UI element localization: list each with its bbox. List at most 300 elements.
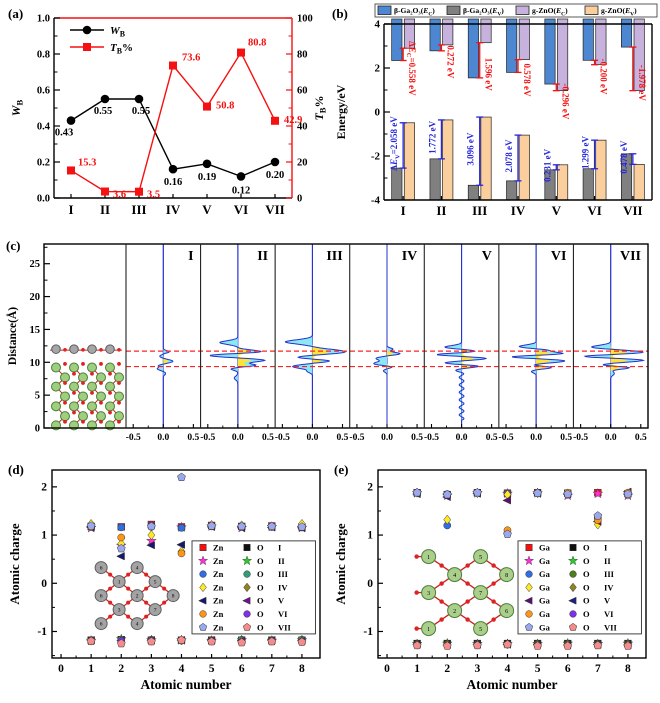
c-panel-label: I [188,249,194,264]
ev-annotation: 1.299 eV [580,135,591,169]
x-tick: 8 [299,663,305,675]
o-atom [81,348,85,352]
wb-point [169,165,178,174]
o-atom [90,411,94,415]
o-atom [491,563,495,567]
bar-zno-ev [519,135,529,200]
legend-group-label: VII [604,622,617,633]
legend-el-label: Ga [539,622,550,633]
tb-point [135,188,143,196]
wb-point [203,160,212,169]
a-y2-tick: 100 [297,13,313,25]
legend-group-label: VI [604,608,614,619]
b-x-tick: IV [510,203,526,218]
wb-point [237,172,246,181]
b-legend-label: $g-ZnO(E_V)$ [601,6,637,18]
a-y2-tick: 80 [297,49,308,61]
o-atom [81,362,85,366]
cdd-fill-inner [312,244,329,428]
ev-annotation: 0.231 eV [542,148,553,182]
bar-zno-ec [481,19,491,43]
legend-box [518,541,641,634]
zn-atom-number: 1 [117,579,121,586]
b-x-tick: VII [623,203,643,218]
ga-atom [88,363,97,372]
panel-d-chart [6,460,330,702]
o-atom [72,372,76,376]
ga-atom [61,373,70,382]
zn-atom-number: 6 [99,621,103,628]
c-y-tick: 10 [29,357,40,369]
ga-atom [61,412,70,421]
y-label: Atomic charge [7,523,22,605]
legend-group-label: II [278,555,285,566]
panel-a-chart [6,2,330,236]
ec-annotation: -0.200 eV [598,58,609,95]
legend-marker [570,611,577,618]
tb-value: 73.6 [182,52,201,64]
o-atom [99,381,103,385]
c-y-tick: 20 [29,292,40,304]
legend-el-label: Ga [539,569,550,580]
a-x-tick: IV [165,202,181,217]
ec-annotation: $\Delta E_C=0.558$ eV [404,41,418,96]
ga-atom-number: 7 [479,590,483,597]
o-atom [63,348,67,352]
wb-value: 0.55 [131,106,151,117]
tb-point [169,62,177,70]
cdd-fill-inner [238,244,252,428]
ev-annotation: $\Delta E_V=2.058$ eV [389,116,402,171]
legend-marker [570,571,577,578]
cdd-fill-inner [611,244,628,428]
legend-group-label: III [604,569,614,580]
b-x-tick: I [400,203,406,218]
legend-el-label: Ga [539,555,550,566]
legend-marker [244,544,250,550]
legend-el-label: O [583,595,590,606]
ga-atom [70,382,79,391]
c-x-tick: 0.0 [530,433,543,443]
c-x-tick: 0.5 [485,433,498,443]
x-tick: 8 [625,663,631,675]
o-atom [414,554,418,558]
legend-el-label: Zn [213,595,224,606]
wb-point [101,95,110,104]
legend-el-label: Zn [213,608,224,619]
o-atom [72,391,76,395]
o-atom [63,362,67,366]
c-panel-label: VII [619,249,641,264]
o-atom [144,587,148,591]
panel-b-tag: (b) [332,6,348,21]
cdd-curve [585,244,643,428]
x-tick: 4 [178,663,185,675]
ga-atom-number: 1 [427,626,431,633]
wb-value: 0.12 [231,185,251,197]
c-x-tick: -0.5 [498,433,514,443]
ga-atom [97,412,106,421]
y-tick: 1 [41,529,47,542]
legend-el-label: O [583,608,590,619]
cdd-fill [157,244,173,428]
legend-group-label: IV [604,582,614,593]
bar-ga2o3-ec [583,19,593,60]
legend-marker [200,544,206,550]
c-x-tick: 0.5 [261,433,274,443]
a-y2-label: TB% [312,95,328,121]
a-y-tick: 0.4 [36,121,50,133]
c-panel-label: IV [401,249,418,264]
o-atom [117,348,121,352]
bar-zno-ev [596,140,606,200]
legend-marker [200,571,207,578]
x-tick: 3 [474,663,481,675]
legend-el-label: O [583,622,590,633]
o-atom [81,381,85,385]
cdd-fill [513,244,565,428]
b-legend-label: $\beta-Ga_2O_3(E_V)$ [463,6,504,18]
o-atom [465,617,469,621]
o-atom [162,587,166,591]
o-atom [126,587,130,591]
zn-III-point [178,524,185,531]
cdd-fill-inner [163,244,168,428]
tb-point [271,117,279,125]
panel-a-tag: (a) [8,6,24,21]
x-tick: 6 [238,663,245,675]
panel-b-chart [332,2,658,236]
ga-atom-number: 2 [453,608,457,615]
zn-III-point [118,524,125,531]
zn-atom [106,345,115,354]
zn-atom-number: 7 [153,607,157,614]
y-tick: 0 [41,577,47,590]
a-x-tick: V [202,202,212,217]
o-atom [491,599,495,603]
ga2o3-sheet-inset [414,550,513,636]
b-y-tick: -2 [370,150,380,163]
ga-atom [70,363,79,372]
bar-zno-ev [481,117,491,200]
legend-el-label: O [257,595,264,606]
a-y2-tick: 60 [297,85,308,97]
o-atom [63,381,67,385]
a-y-tick: 0.6 [36,85,50,97]
x-tick: 7 [268,663,275,675]
ga-atom [115,412,124,421]
o-atom [126,615,130,619]
legend-el-label: Ga [539,608,550,619]
legend-marker [244,611,251,618]
ga-atom-number: 8 [505,572,509,579]
ec-annotation: -1.978 eV [636,64,647,101]
c-x-tick: 0.5 [336,433,349,443]
c-y-tick: 5 [34,390,40,402]
zn-atom-number: 6 [99,565,103,572]
o-atom [491,581,495,585]
x-tick: 1 [88,663,95,675]
y-tick: 0 [367,577,373,590]
a-y-label: WB [9,99,25,117]
cdd-curve [285,244,345,428]
wb-value: 0.55 [93,106,113,117]
a-x-tick: VII [265,202,285,217]
legend-marker [526,544,532,550]
ga-atom [79,412,88,421]
b-x-tick: II [436,203,447,218]
panel-d-tag: (d) [8,462,24,477]
legend-group-label: I [604,542,608,553]
c-panel-label: V [481,249,492,264]
wb-value: 0.20 [265,170,285,181]
legend-tb-label: $T_B\%$ [110,42,133,56]
cdd-fill [585,244,643,428]
panel-d [6,460,330,702]
b-y-tick: 4 [374,18,380,31]
ev-annotation: 1.772 eV [427,120,438,154]
o-atom [117,362,121,366]
b-legend-label: $\beta-Ga_2O_3(E_C)$ [394,6,435,18]
ga-atom [79,373,88,382]
tb-value: 3.6 [113,189,127,201]
o-atom [99,362,103,366]
legend-group-label: VI [278,608,288,619]
legend-el-label: O [583,555,590,566]
b-legend-swatch [585,6,598,15]
legend-marker [526,611,533,618]
wb-value: 0.43 [54,127,74,139]
legend-el-label: Ga [539,582,550,593]
panel-c-tag: (c) [6,238,21,253]
legend-box [192,541,315,634]
c-x-tick: 0.5 [187,433,200,443]
c-y-label: Distance(Å) [7,306,19,366]
y-tick: 1 [367,529,373,542]
panel-e-tag: (e) [334,462,349,477]
cdd-fill-inner [462,244,475,428]
ga-atom-number: 5 [479,554,483,561]
legend-marker [200,611,207,618]
ga-atom [97,373,106,382]
y-tick: -1 [363,625,373,638]
c-x-tick: 0.5 [634,433,647,443]
o-atom [439,599,443,603]
zn-atom [52,345,61,354]
c-x-tick: 0.0 [381,433,393,443]
o-atom [439,617,443,621]
o-atom [90,391,94,395]
ga-atom [52,402,61,411]
o-atom [465,581,469,585]
zn-VI-point [118,534,125,541]
o-atom [491,617,495,621]
bar-zno-ec [519,19,529,60]
legend-marker [244,571,251,578]
o-atom [144,615,148,619]
c-x-tick: -0.5 [274,433,290,443]
ga-atom-number: 3 [427,590,431,597]
b-x-tick: V [551,203,561,218]
o-atom [108,391,112,395]
x-tick: 6 [564,663,571,675]
ga-atom [79,392,88,401]
x-tick: 0 [384,663,390,675]
ga-atom [61,392,70,401]
legend-el-label: Ga [539,542,550,553]
zn-VI-point [178,550,185,557]
cdd-curve [513,244,565,428]
y-tick: 2 [41,481,47,494]
x-tick: 5 [208,663,215,675]
zn-atom-number: 4 [135,565,139,572]
c-x-tick: -0.5 [573,433,589,443]
cdd-fill [285,244,345,428]
cdd-fill-inner [536,244,550,428]
panel-b [332,2,658,236]
x-tick: 3 [148,663,155,675]
zn-atom-number: 5 [153,579,157,586]
legend-tb-marker [83,43,91,51]
cdd-fill-inner [387,244,394,428]
o-atom [81,420,85,424]
c-x-tick: -0.5 [125,433,141,443]
ec-annotation: -0.296 eV [560,83,571,120]
legend-wb-label: $W_B$ [110,25,126,39]
y-tick: -1 [37,625,47,638]
c-x-tick: 0.5 [560,433,573,443]
a-x-tick: I [68,202,74,217]
ec-annotation: 0.578 eV [522,63,532,97]
x-tick: 4 [504,663,511,675]
legend-group-label: IV [278,582,288,593]
bar-ga2o3-ec [507,19,517,72]
tb-value: 42.9 [284,114,303,126]
a-y2-tick: 20 [297,157,308,169]
x-tick: 7 [594,663,601,675]
legend-el-label: O [583,569,590,580]
c-panel-label: III [326,249,343,264]
bar-ga2o3-ec [621,19,631,47]
o-atom [144,573,148,577]
tb-value: 50.8 [216,100,235,112]
o-atom [162,601,166,605]
legend-wb-marker [83,26,92,35]
a-y2-tick: 0 [297,193,303,205]
c-x-tick: 0.0 [157,433,170,443]
a-x-tick: II [99,202,111,217]
bar-ga2o3-ev [430,159,440,200]
panel-c [4,238,658,460]
legend-el-label: O [257,569,264,580]
ga-atom [52,363,61,372]
panel-c-chart [4,238,658,460]
legend-el-label: Zn [213,569,224,580]
o-atom [108,601,112,605]
b-y-tick: -4 [370,194,380,207]
legend-group-label: II [604,555,611,566]
c-x-tick: -0.5 [349,433,365,443]
bar-ga2o3-ev [468,185,478,200]
bar-zno-ev [634,164,644,200]
c-frame [44,244,648,428]
a-x-tick: VI [233,202,249,217]
legend-el-label: O [257,608,264,619]
ga-atom-number: 1 [427,554,431,561]
o-atom [99,420,103,424]
ga-atom [88,402,97,411]
tb-value: 3.5 [147,189,161,201]
o-atom [108,615,112,619]
b-legend-swatch [447,6,460,15]
b-y-label: Energy/eV [334,84,348,140]
o-atom [414,626,418,630]
o-atom [117,381,121,385]
panel-a [6,2,330,236]
bar-zno-ev [443,120,453,200]
c-y-tick: 0 [34,423,40,435]
o-atom [90,372,94,376]
c-x-tick: 0.5 [411,433,424,443]
wb-point [271,158,280,167]
b-x-tick: III [472,203,488,218]
legend-group-label: I [278,542,282,553]
y-label: Atomic charge [333,523,348,605]
o-atom [144,601,148,605]
x-tick: 1 [414,663,421,675]
a-y2-tick: 40 [297,121,308,133]
b-legend-swatch [516,6,529,15]
ec-annotation: 0.272 eV [445,45,456,79]
zn-atom-number: 8 [171,593,175,600]
c-y-tick: 15 [29,324,40,336]
ga-atom [52,382,61,391]
zn-atom-number: 4 [135,621,139,628]
x-tick: 0 [58,663,64,675]
legend-el-label: O [583,582,590,593]
tb-point [101,188,109,196]
tb-value: 80.8 [248,37,267,49]
ga-atom [115,373,124,382]
a-y-tick: 1.0 [36,13,50,25]
legend-group-label: III [278,569,288,580]
ga-atom [106,363,115,372]
c-x-tick: -0.5 [423,433,440,443]
wb-value: 0.19 [197,171,217,183]
bar-ga2o3-ev [507,181,517,200]
a-x-tick: III [131,202,147,217]
c-x-tick: 0.0 [231,433,244,443]
legend-el-label: Zn [213,555,224,566]
legend-el-label: O [257,622,264,633]
ga-atom-number: 6 [505,608,509,615]
a-y-tick: 0.8 [36,49,50,61]
wb-point [135,95,144,104]
zn-atom-number: 6 [99,593,103,600]
o-atom [108,587,112,591]
panel-e-chart [332,460,658,702]
b-legend-label: $g-ZnO(E_C)$ [532,6,568,18]
legend-el-label: O [583,542,590,553]
o-atom [108,411,112,415]
o-atom [72,411,76,415]
o-atom [117,420,121,424]
bar-ga2o3-ev [392,168,402,200]
legend-el-label: Zn [213,542,224,553]
panel-e [332,460,658,702]
o-atom [108,573,112,577]
o-atom [414,590,418,594]
